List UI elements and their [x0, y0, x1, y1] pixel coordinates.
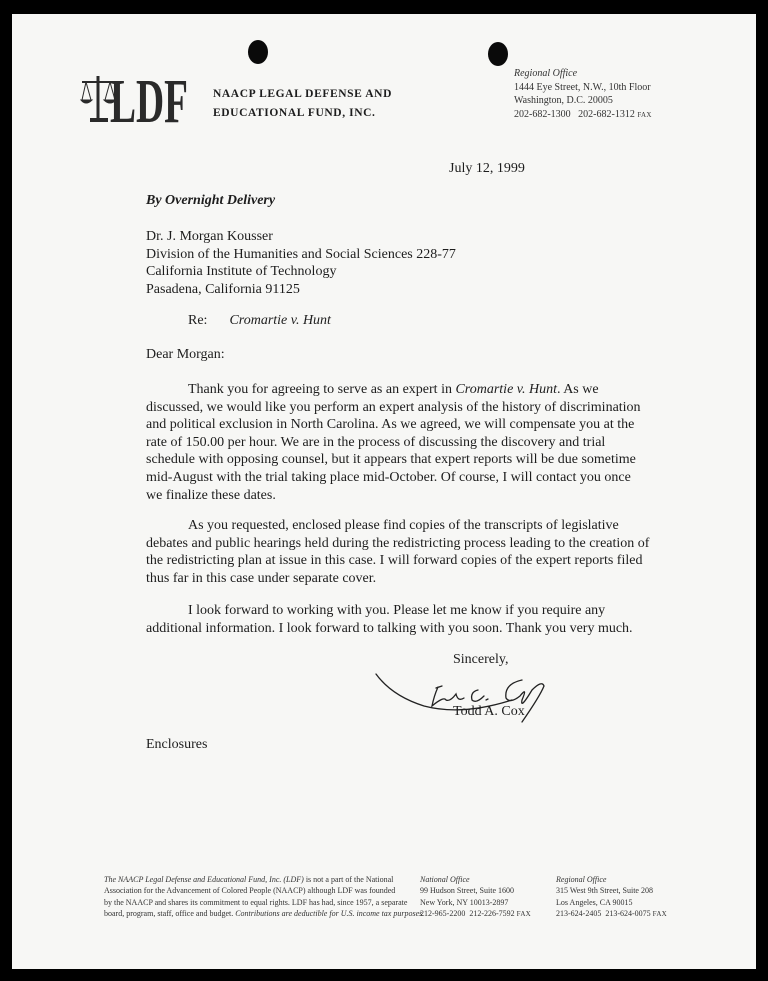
body-paragraph-3: I look forward to working with you. Please let me know if you require any additional information. I look forward to talking with you soon. Thank you very much.: [146, 603, 633, 636]
footer-regional-office-la: Regional Office 315 West 9th Street, Suite 208 Los Angeles, CA 90015 213-624-2405 213-624-0075 FAX: [556, 875, 668, 918]
footer-disclaimer: The NAACP Legal Defense and Educational Fund, Inc. (LDF) is not a part of the National Association for the Advancement of Colored People (NAACP) although LDF was founded by the NAACP and shares its commitment to equal rights. LDF has had, since 1957, a separate board, program, staff, office and budget. Contributions are deductible for U.S. income tax purposes.: [104, 875, 425, 918]
body-paragraph-2: As you requested, enclosed please find copies of the transcripts of legislative debates and public hearings held during the redistricting process leading to the creation of the redistricting plan at issue in this case. I will forward copies of the expert reports filed thus far in this case under separate cover.: [146, 518, 650, 586]
letter-date: July 12, 1999: [449, 161, 525, 176]
punch-hole: [248, 40, 268, 64]
recipient-address: Dr. J. Morgan Kousser Division of the Humanities and Social Sciences 228-77 California Institute of Technology Pasadena, California 91125: [146, 229, 456, 297]
ldf-logo: [80, 66, 190, 136]
punch-hole: [488, 42, 508, 66]
regional-office-dc: Regional Office 1444 Eye Street, N.W., 10th Floor Washington, D.C. 20005 202-682-1300 202-682-1312 FAX: [514, 68, 652, 120]
enclosures-note: Enclosures: [146, 737, 208, 752]
letter-page: [12, 14, 756, 969]
closing: Sincerely,: [453, 652, 509, 667]
salutation: Dear Morgan:: [146, 347, 225, 362]
signer-name: Todd A. Cox: [453, 704, 525, 719]
delivery-method: By Overnight Delivery: [146, 193, 276, 208]
body-paragraph-1: Thank you for agreeing to serve as an expert in Cromartie v. Hunt. As we discussed, we would like you perform an expert analysis of the history of discrimination and political exclusion in North Carolina. As we agreed, we will compensate you at the rate of 150.00 per hour. We are in the process of discussing the discovery and trial schedule with opposing counsel, but it appears that expert reports will be due sometime mid-August with the trial taking place mid-October. Of course, I will contact you once we finalize these dates.: [146, 382, 641, 503]
logo-text: LDF: [110, 68, 188, 136]
organization-name: NAACP LEGAL DEFENSE AND EDUCATIONAL FUND, INC.: [213, 88, 392, 119]
subject-line: Re: Cromartie v. Hunt: [188, 313, 331, 328]
footer-national-office: National Office 99 Hudson Street, Suite 1600 New York, NY 10013-2897 212-965-2200 212-226-7592 FAX: [420, 875, 532, 918]
